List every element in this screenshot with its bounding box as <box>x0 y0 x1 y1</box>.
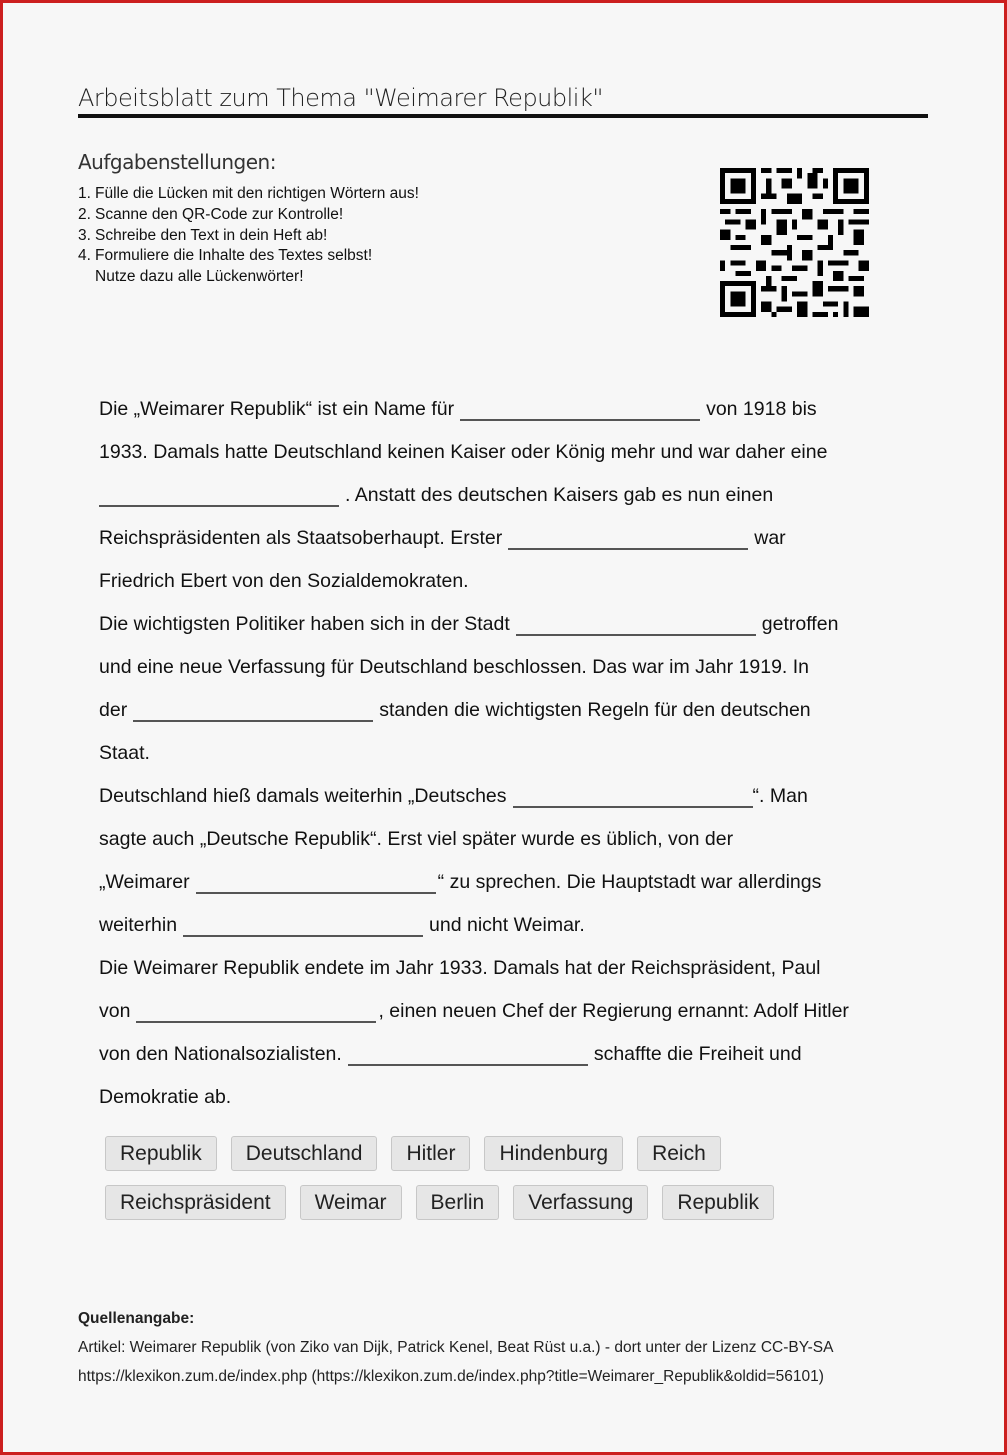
text-line <box>99 818 919 861</box>
blank-field[interactable] <box>136 1021 376 1023</box>
text-segment: Reichspräsidenten als Staatsoberhaupt. Erster <box>99 527 503 549</box>
text-line <box>99 388 919 431</box>
word-chip[interactable]: Hitler <box>391 1136 470 1171</box>
text-segment: “ zu sprechen. Die Hauptstadt war allerdings <box>437 871 822 893</box>
text-segment: “. Man <box>752 785 808 807</box>
task-item <box>78 184 638 205</box>
text-segment: . Anstatt des deutschen Kaisers gab es nun einen <box>345 484 774 506</box>
blank-field[interactable] <box>460 419 700 421</box>
task-number: 3. <box>78 226 91 244</box>
text-segment: standen die wichtigsten Regeln für den deutschen <box>379 699 811 721</box>
text-segment: sagte auch „Deutsche Republik“. Erst viel später wurde es üblich, von der <box>99 828 734 850</box>
word-chip[interactable]: Deutschland <box>231 1136 378 1171</box>
task-item <box>78 205 638 226</box>
word-bank-row <box>105 1136 925 1171</box>
text-line <box>99 474 919 517</box>
word-chip[interactable]: Republik <box>662 1185 774 1220</box>
text-segment: getroffen <box>761 613 839 635</box>
task-text: Schreibe den Text in dein Heft ab! <box>95 226 328 244</box>
text-line <box>99 947 919 990</box>
text-line <box>99 732 919 775</box>
task-item <box>78 226 638 247</box>
text-segment: war <box>754 527 786 549</box>
task-number: 4. <box>78 247 91 265</box>
blank-field[interactable] <box>196 892 436 894</box>
text-line <box>99 1033 919 1076</box>
text-segment: „Weimarer <box>99 871 190 893</box>
blank-field[interactable] <box>99 505 339 507</box>
text-segment: und nicht Weimar. <box>429 914 585 936</box>
text-line <box>99 904 919 947</box>
task-continuation: Nutze dazu alle Lückenwörter! <box>95 268 304 286</box>
blank-field[interactable] <box>133 720 373 722</box>
text-line <box>99 1076 919 1119</box>
source-url[interactable]: https://klexikon.zum.de/index.php (https://klexikon.zum.de/index.php?title=Weimarer_Republik&oldid=56101) <box>78 1368 824 1385</box>
page-title: Arbeitsblatt zum Thema "Weimarer Republik" <box>78 84 928 118</box>
text-segment: Die „Weimarer Republik“ ist ein Name für <box>99 398 455 420</box>
text-segment: von 1918 bis <box>706 398 817 420</box>
task-text: Scanne den QR-Code zur Kontrolle! <box>95 205 344 223</box>
blank-field[interactable] <box>516 634 756 636</box>
text-segment: , einen neuen Chef der Regierung ernannt: Adolf Hitler <box>378 1000 849 1022</box>
source-article: Artikel: Weimarer Republik (von Ziko van Dijk, Patrick Kenel, Beat Rüst u.a.) - dort unter der Lizenz CC-BY-SA <box>78 1339 834 1356</box>
word-bank-row <box>105 1185 925 1220</box>
text-segment: weiterhin <box>99 914 178 936</box>
text-line <box>99 517 919 560</box>
blank-field[interactable] <box>183 935 423 937</box>
text-segment: Deutschland hieß damals weiterhin „Deutsches <box>99 785 507 807</box>
word-chip[interactable]: Verfassung <box>513 1185 648 1220</box>
text-segment: der <box>99 699 128 721</box>
text-segment: von den Nationalsozialisten. <box>99 1043 342 1065</box>
tasks-heading: Aufgabenstellungen: <box>78 150 276 174</box>
sources <box>78 1310 958 1397</box>
text-segment: Die wichtigsten Politiker haben sich in der Stadt <box>99 613 510 635</box>
text-line <box>99 861 919 904</box>
word-bank <box>105 1136 925 1234</box>
word-chip[interactable]: Reich <box>637 1136 721 1171</box>
blank-field[interactable] <box>348 1064 588 1066</box>
blank-field[interactable] <box>508 548 748 550</box>
text-line <box>99 775 919 818</box>
task-item <box>78 246 638 288</box>
text-line <box>99 560 919 603</box>
word-chip[interactable]: Berlin <box>416 1185 500 1220</box>
text-line <box>99 646 919 689</box>
text-line <box>99 689 919 732</box>
text-segment: und eine neue Verfassung für Deutschland beschlossen. Das war im Jahr 1919. In <box>99 656 810 678</box>
word-chip[interactable]: Hindenburg <box>484 1136 623 1171</box>
text-segment: Staat. <box>99 742 150 764</box>
qr-code-icon <box>720 166 869 319</box>
task-text: Formuliere die Inhalte des Textes selbst! <box>95 247 373 265</box>
word-chip[interactable]: Reichspräsident <box>105 1185 286 1220</box>
text-segment: von <box>99 1000 131 1022</box>
blank-field[interactable] <box>513 806 753 808</box>
text-segment: Die Weimarer Republik endete im Jahr 1933. Damals hat der Reichspräsident, Paul <box>99 957 821 979</box>
task-number: 1. <box>78 185 91 202</box>
sources-heading: Quellenangabe: <box>78 1310 195 1327</box>
task-number: 2. <box>78 205 91 223</box>
word-chip[interactable]: Weimar <box>300 1185 402 1220</box>
task-list <box>78 184 638 288</box>
text-segment: 1933. Damals hatte Deutschland keinen Kaiser oder König mehr und war daher eine <box>99 441 828 463</box>
task-text: Fülle die Lücken mit den richtigen Wörtern aus! <box>95 185 419 202</box>
word-chip[interactable]: Republik <box>105 1136 217 1171</box>
cloze-text <box>99 388 919 1119</box>
text-segment: schaffte die Freiheit und <box>593 1043 802 1065</box>
text-segment: Demokratie ab. <box>99 1086 232 1108</box>
text-line <box>99 431 919 474</box>
text-line <box>99 990 919 1033</box>
text-line <box>99 603 919 646</box>
text-segment: Friedrich Ebert von den Sozialdemokraten. <box>99 570 469 592</box>
